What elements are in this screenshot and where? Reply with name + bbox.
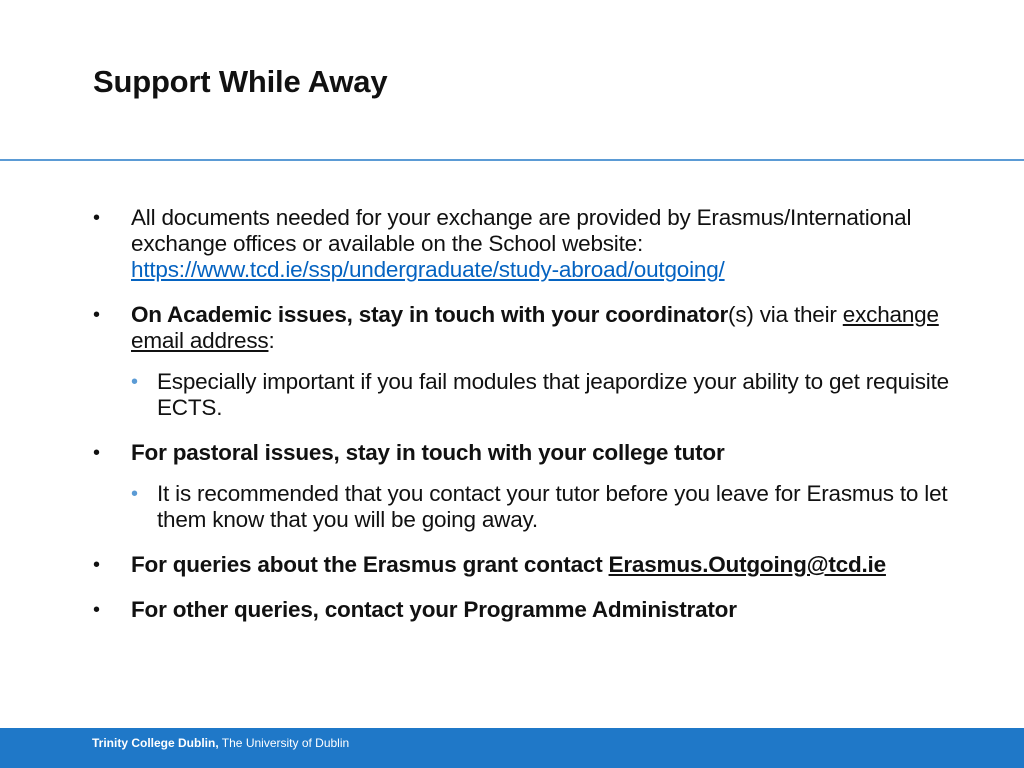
- bullet-mark: •: [93, 554, 100, 576]
- footer-institution: Trinity College Dublin,: [92, 736, 219, 750]
- study-abroad-link[interactable]: https://www.tcd.ie/ssp/undergraduate/study-abroad/outgoing/: [131, 257, 725, 282]
- footer-bar: [0, 728, 1024, 768]
- bullet-mark: •: [93, 599, 100, 621]
- erasmus-email-link[interactable]: Erasmus.Outgoing@tcd.ie: [608, 552, 886, 577]
- sub-bullet-mark: •: [131, 371, 138, 393]
- bullet-list: [90, 205, 970, 642]
- pastoral-bold-text: For pastoral issues, stay in touch with your college tutor: [131, 440, 725, 465]
- bullet-mark: •: [93, 207, 100, 229]
- ects-text: Especially important if you fail modules that jeapordize your ability to get requisite ECTS.: [157, 369, 949, 420]
- bullet-grant: [90, 552, 970, 578]
- slide-title: Support While Away: [93, 64, 388, 99]
- other-queries-text: For other queries, contact your Programme Administrator: [131, 597, 737, 622]
- exchange-email-text: exchange email address: [131, 302, 939, 353]
- sub-bullet-tutor: [131, 481, 970, 533]
- academic-colon: :: [268, 328, 275, 353]
- bullet-documents: [90, 205, 970, 283]
- bullet-academic: [90, 302, 970, 421]
- sub-bullet-ects: [131, 369, 970, 421]
- bullet-pastoral: [90, 440, 970, 533]
- bullet-other-queries: [90, 597, 970, 623]
- academic-bold-text: On Academic issues, stay in touch with your coordinator: [131, 302, 729, 327]
- documents-text: All documents needed for your exchange are provided by Erasmus/International exchange offices or available on the School website:: [131, 205, 912, 256]
- academic-text: (s) via their: [728, 302, 843, 327]
- tutor-text: It is recommended that you contact your tutor before you leave for Erasmus to let them know that you will be going away.: [157, 481, 948, 532]
- bullet-mark: •: [93, 442, 100, 464]
- footer-text: [92, 736, 349, 750]
- grant-bold-text: For queries about the Erasmus grant contact: [131, 552, 609, 577]
- bullet-mark: •: [93, 304, 100, 326]
- title-divider: [0, 159, 1024, 161]
- footer-university: The University of Dublin: [218, 736, 350, 750]
- sub-bullet-mark: •: [131, 483, 138, 505]
